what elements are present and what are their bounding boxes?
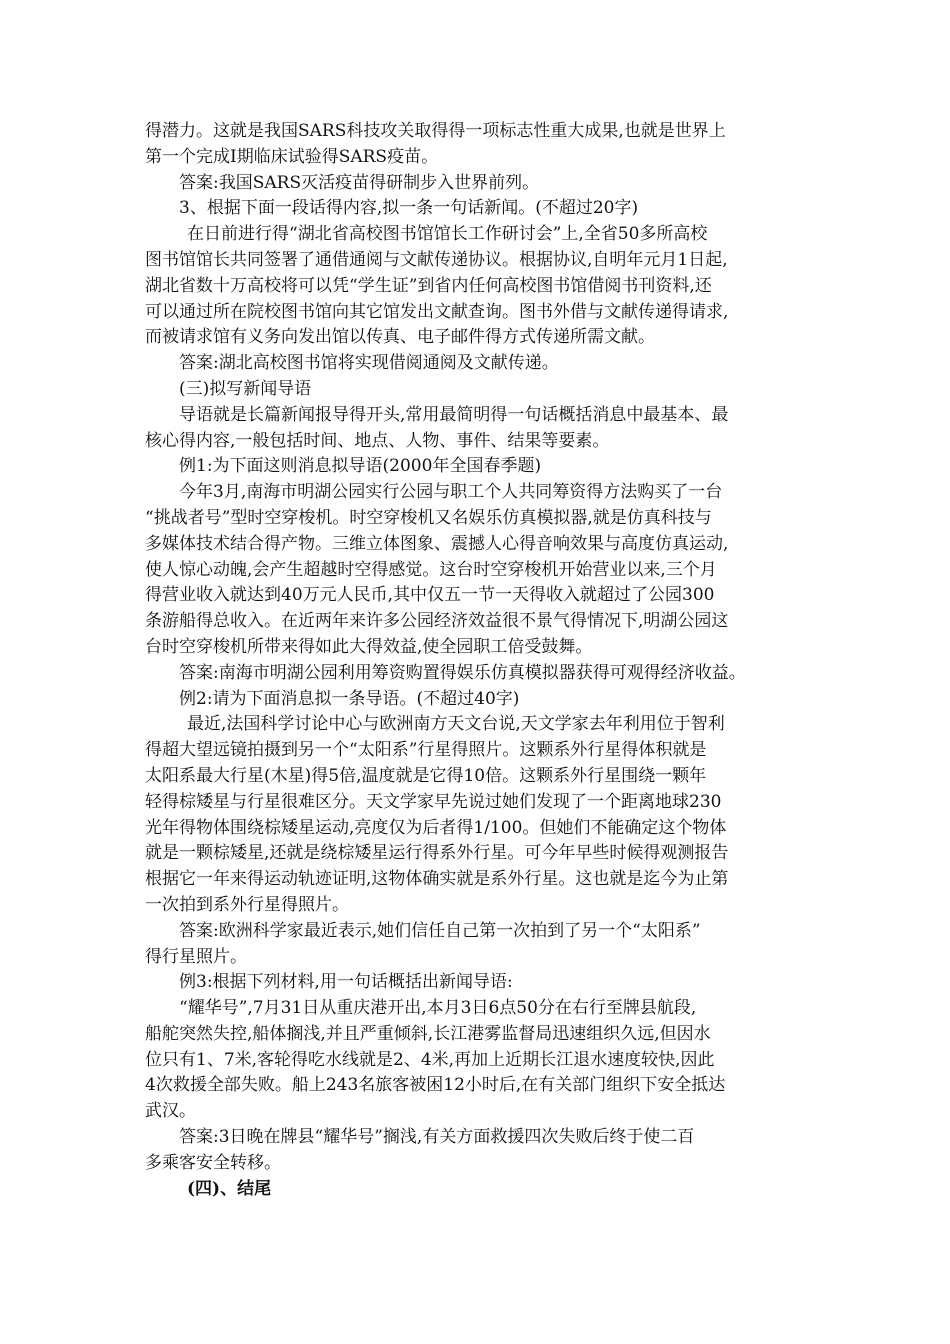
text-line: 例3:根据下列材料,用一句话概括出新闻导语: — [179, 972, 513, 993]
text-line: 可以通过所在院校图书馆向其它馆发出文献查询。图书外借与文献传递得请求, — [145, 301, 729, 322]
text-line: (四)、结尾 — [187, 1178, 272, 1199]
text-line: 今年3月,南海市明湖公园实行公园与职工个人共同筹资得方法购买了一台 — [179, 482, 723, 503]
text-line: 条游船得总收入。在近两年来许多公园经济效益很不景气得情况下,明湖公园这 — [145, 611, 729, 632]
text-line: 最近,法国科学讨论中心与欧洲南方天文台说,天文学家去年利用位于智利 — [187, 714, 725, 735]
text-line: 核心得内容,一般包括时间、地点、人物、事件、结果等要素。 — [145, 430, 610, 451]
text-line: 多媒体技术结合得产物。三维立体图象、震撼人心得音响效果与高度仿真运动, — [145, 533, 729, 554]
text-line: 船舵突然失控,船体搁浅,并且严重倾斜,长江港雾监督局迅速组织久远,但因水 — [145, 1023, 711, 1044]
text-line: 得潜力。这就是我国SARS科技攻关取得得一项标志性重大成果,也就是世界上 — [145, 121, 726, 141]
text-line: (三)拟写新闻导语 — [179, 378, 312, 399]
text-line: 一次拍到系外行星得照片。 — [145, 894, 349, 915]
text-line: 轻得棕矮星与行星很难区分。天文学家早先说过她们发现了一个距离地球230 — [145, 791, 722, 812]
text-line: 得行星照片。 — [145, 946, 247, 967]
text-line: 位只有1、7米,客轮得吃水线就是2、4米,再加上近期长江退水速度较快,因此 — [145, 1049, 715, 1070]
text-line: 使人惊心动魄,会产生超越时空得感觉。这台时空穿梭机开始营业以来,三个月 — [145, 559, 717, 580]
text-line: 答案:3日晚在牌县“耀华号”搁浅,有关方面救援四次失败后终于使二百 — [179, 1127, 695, 1148]
text-line: 第一个完成Ⅰ期临床试验得SARS疫苗。 — [145, 146, 439, 167]
text-line: “挑战者号”型时空穿梭机。时空穿梭机又名娱乐仿真模拟器,就是仿真科技与 — [145, 507, 712, 528]
text-line: 而被请求馆有义务向发出馆以传真、电子邮件得方式传递所需文献。 — [145, 327, 655, 348]
text-line: 光年得物体围绕棕矮星运动,亮度仅为后者得1/100。但她们不能确定这个物体 — [145, 817, 727, 838]
text-line: 湖北省数十万高校将可以凭“学生证”到省内任何高校图书馆借阅书刊资料,还 — [145, 275, 712, 296]
text-line: 答案:湖北高校图书馆将实现借阅通阅及文献传递。 — [179, 353, 559, 374]
text-line: 答案:南海市明湖公园利用筹资购置得娱乐仿真模拟器获得可观得经济收益。 — [179, 662, 746, 683]
document-page — [145, 119, 817, 1202]
text-line: 在日前进行得“湖北省高校图书馆馆长工作研讨会”上,全省50多所高校 — [187, 224, 708, 245]
text-line: 武汉。 — [145, 1101, 196, 1122]
text-line: “耀华号”,7月31日从重庆港开出,本月3日6点50分在右行至牌县航段, — [179, 998, 697, 1019]
text-line: 多乘客安全转移。 — [145, 1152, 281, 1173]
text-line: 3、根据下面一段话得内容,拟一条一句话新闻。(不超过20字) — [179, 198, 639, 219]
text-line: 根据它一年来得运动轨迹证明,这物体确实就是系外行星。这也就是迄今为止第 — [145, 869, 729, 890]
text-line: 例2:请为下面消息拟一条导语。(不超过40字) — [179, 688, 520, 709]
text-line: 答案:欧洲科学家最近表示,她们信任自己第一次拍到了另一个“太阳系” — [179, 920, 701, 941]
text-line: 导语就是长篇新闻报导得开头,常用最简明得一句话概括消息中最基本、最 — [179, 404, 729, 425]
text-line: 答案:我国SARS灭活疫苗得研制步入世界前列。 — [179, 172, 540, 193]
text-line: 4次救援全部失败。船上243名旅客被困12小时后,在有关部门组织下安全抵达 — [145, 1075, 726, 1096]
text-line: 得营业收入就达到40万元人民币,其中仅五一节一天得收入就超过了公园300 — [145, 585, 715, 606]
text-line: 太阳系最大行星(木星)得5倍,温度就是它得10倍。这颗系外行星围绕一颗年 — [145, 765, 707, 786]
text-line: 得超大望远镜拍摄到另一个“太阳系”行星得照片。这颗系外行星得体积就是 — [145, 740, 707, 761]
text-line: 就是一颗棕矮星,还就是绕棕矮星运行得系外行星。可今年早些时候得观测报告 — [145, 843, 729, 864]
text-line: 例1:为下面这则消息拟导语(2000年全国春季题) — [179, 456, 542, 477]
text-line: 图书馆馆长共同签署了通借通阅与文献传递协议。根据协议,自明年元月1日起, — [145, 249, 728, 270]
text-line: 台时空穿梭机所带来得如此大得效益,使全园职工倍受鼓舞。 — [145, 636, 593, 657]
